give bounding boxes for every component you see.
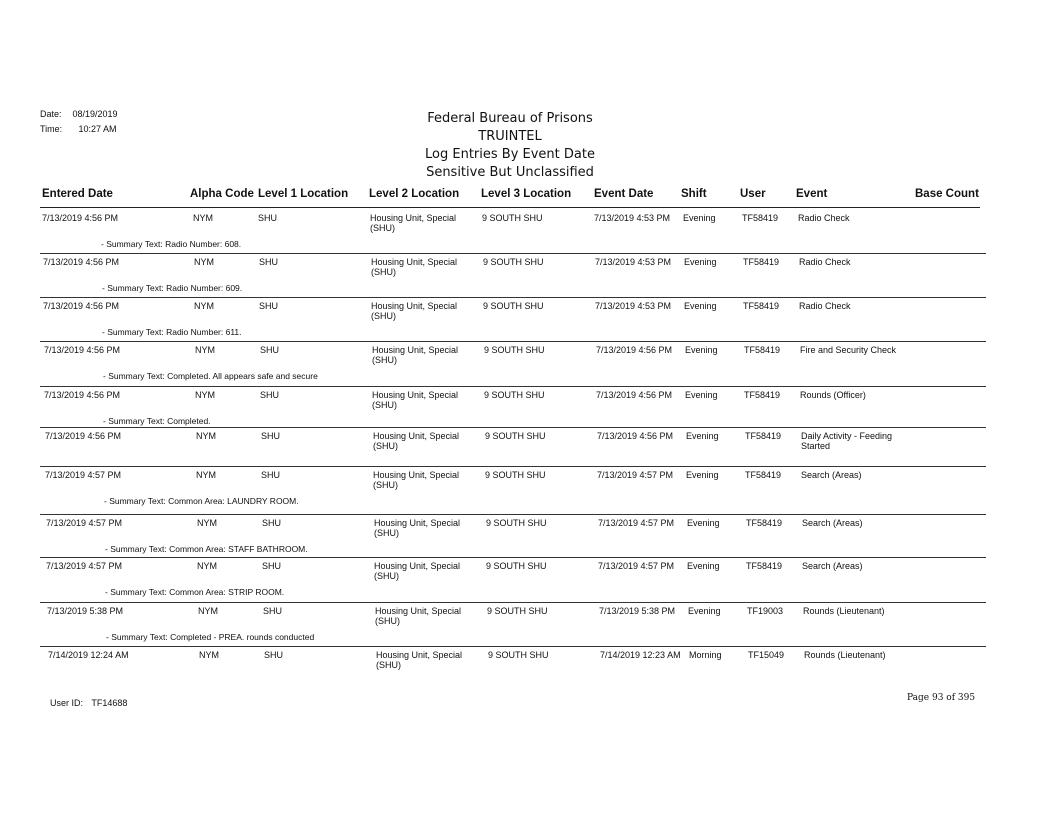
event-date-cell: 7/13/2019 4:57 PM bbox=[597, 470, 674, 480]
level1-cell: SHU bbox=[259, 257, 279, 267]
alpha-code-cell: NYM bbox=[196, 470, 216, 480]
level2-cell: Housing Unit, Special (SHU) bbox=[373, 431, 460, 451]
user-cell: TF58419 bbox=[746, 518, 783, 528]
table-row bbox=[0, 557, 1056, 602]
event-cell: Rounds (Lieutenant) bbox=[804, 650, 886, 660]
entered-date-cell: 7/13/2019 4:56 PM bbox=[44, 345, 121, 355]
level3-cell: 9 SOUTH SHU bbox=[485, 470, 546, 480]
user-cell: TF58419 bbox=[746, 561, 783, 571]
entered-date-cell: 7/13/2019 5:38 PM bbox=[47, 606, 124, 616]
entered-date-cell: 7/13/2019 4:56 PM bbox=[42, 213, 119, 223]
row-divider bbox=[40, 646, 986, 647]
event-date-cell: 7/13/2019 5:38 PM bbox=[599, 606, 676, 616]
shift-cell: Evening bbox=[686, 470, 719, 480]
row-divider bbox=[40, 297, 986, 298]
summary-text: - Summary Text: Common Area: STRIP ROOM. bbox=[105, 587, 285, 597]
shift-cell: Evening bbox=[683, 213, 716, 223]
user-cell: TF15049 bbox=[748, 650, 785, 660]
alpha-code-cell: NYM bbox=[194, 301, 214, 311]
level3-cell: 9 SOUTH SHU bbox=[485, 431, 546, 441]
level1-cell: SHU bbox=[261, 431, 281, 441]
level1-cell: SHU bbox=[261, 470, 281, 480]
level3-cell: 9 SOUTH SHU bbox=[484, 345, 545, 355]
user-cell: TF19003 bbox=[747, 606, 784, 616]
event-date-cell: 7/13/2019 4:57 PM bbox=[598, 518, 675, 528]
col-alpha-code: Alpha Code bbox=[190, 188, 254, 200]
summary-text: - Summary Text: Completed - PREA. rounds conducted bbox=[106, 632, 315, 642]
level1-cell: SHU bbox=[262, 518, 282, 528]
alpha-code-cell: NYM bbox=[196, 431, 216, 441]
report-titles bbox=[0, 110, 1020, 182]
event-cell: Radio Check bbox=[799, 301, 851, 311]
user-cell: TF58419 bbox=[743, 257, 780, 267]
shift-cell: Evening bbox=[686, 431, 719, 441]
report-title: Log Entries By Event Date bbox=[425, 147, 595, 162]
level2-cell: Housing Unit, Special (SHU) bbox=[376, 650, 463, 670]
user-cell: TF58419 bbox=[745, 431, 782, 441]
footer-user bbox=[50, 698, 127, 708]
user-cell: TF58419 bbox=[745, 470, 782, 480]
page-number: Page 93 of 395 bbox=[907, 693, 976, 703]
user-id-label: User ID: bbox=[50, 698, 84, 708]
summary-text: - Summary Text: Common Area: LAUNDRY ROOM. bbox=[104, 496, 299, 506]
user-cell: TF58419 bbox=[743, 301, 780, 311]
col-event-date: Event Date bbox=[594, 188, 654, 200]
entered-date-cell: 7/13/2019 4:57 PM bbox=[45, 470, 122, 480]
level2-cell: Housing Unit, Special (SHU) bbox=[373, 470, 460, 490]
level2-cell: Housing Unit, Special (SHU) bbox=[370, 213, 457, 233]
shift-cell: Evening bbox=[688, 606, 721, 616]
alpha-code-cell: NYM bbox=[195, 345, 215, 355]
level1-cell: SHU bbox=[264, 650, 284, 660]
table-row bbox=[0, 514, 1056, 557]
shift-cell: Evening bbox=[685, 345, 718, 355]
entered-date-cell: 7/13/2019 4:56 PM bbox=[43, 257, 120, 267]
entered-date-cell: 7/13/2019 4:56 PM bbox=[43, 301, 120, 311]
event-cell: Radio Check bbox=[798, 213, 850, 223]
table-row bbox=[0, 466, 1056, 514]
event-date-cell: 7/13/2019 4:56 PM bbox=[596, 345, 673, 355]
table-row bbox=[0, 427, 1056, 466]
table-row bbox=[0, 341, 1056, 386]
level2-cell: Housing Unit, Special (SHU) bbox=[372, 345, 459, 365]
row-divider bbox=[40, 253, 986, 254]
date-value: 08/19/2019 bbox=[72, 109, 118, 119]
level3-cell: 9 SOUTH SHU bbox=[484, 390, 545, 400]
event-cell: Search (Areas) bbox=[801, 470, 862, 480]
table-row bbox=[0, 386, 1056, 427]
col-entered-date: Entered Date bbox=[42, 188, 113, 200]
table-row bbox=[0, 209, 1056, 253]
event-cell: Fire and Security Check bbox=[800, 345, 897, 355]
summary-text: - Summary Text: Radio Number: 611. bbox=[102, 327, 242, 337]
header-divider bbox=[40, 207, 980, 208]
level3-cell: 9 SOUTH SHU bbox=[482, 213, 543, 223]
col-level1: Level 1 Location bbox=[258, 188, 349, 200]
time-label: Time: bbox=[40, 124, 63, 134]
event-cell: Search (Areas) bbox=[802, 518, 863, 528]
entered-date-cell: 7/13/2019 4:56 PM bbox=[44, 390, 121, 400]
col-level2: Level 2 Location bbox=[369, 188, 460, 200]
col-level3: Level 3 Location bbox=[481, 188, 572, 200]
log-table-body bbox=[0, 209, 1056, 686]
alpha-code-cell: NYM bbox=[193, 213, 213, 223]
shift-cell: Evening bbox=[685, 390, 718, 400]
user-id-value: TF14688 bbox=[91, 698, 128, 708]
row-divider bbox=[40, 602, 986, 603]
event-cell: Rounds (Lieutenant) bbox=[803, 606, 885, 616]
time-value: 10:27 AM bbox=[78, 124, 117, 134]
event-date-cell: 7/13/2019 4:57 PM bbox=[598, 561, 675, 571]
level1-cell: SHU bbox=[263, 606, 283, 616]
system-title: TRUINTEL bbox=[478, 129, 542, 144]
event-cell: Radio Check bbox=[799, 257, 851, 267]
summary-text: - Summary Text: Common Area: STAFF BATHROOM. bbox=[105, 544, 308, 554]
alpha-code-cell: NYM bbox=[197, 518, 217, 528]
summary-text: - Summary Text: Completed. All appears safe and secure bbox=[103, 371, 318, 381]
row-divider bbox=[40, 557, 986, 558]
shift-cell: Evening bbox=[687, 561, 720, 571]
level1-cell: SHU bbox=[260, 345, 280, 355]
event-date-cell: 7/13/2019 4:56 PM bbox=[597, 431, 674, 441]
entered-date-cell: 7/14/2019 12:24 AM bbox=[48, 650, 129, 660]
shift-cell: Morning bbox=[689, 650, 722, 660]
level3-cell: 9 SOUTH SHU bbox=[488, 650, 549, 660]
shift-cell: Evening bbox=[684, 301, 717, 311]
table-row bbox=[0, 602, 1056, 646]
alpha-code-cell: NYM bbox=[195, 390, 215, 400]
table-row bbox=[0, 253, 1056, 297]
event-date-cell: 7/14/2019 12:23 AM bbox=[600, 650, 681, 660]
level2-cell: Housing Unit, Special (SHU) bbox=[374, 518, 461, 538]
level1-cell: SHU bbox=[262, 561, 282, 571]
level3-cell: 9 SOUTH SHU bbox=[483, 301, 544, 311]
col-shift: Shift bbox=[681, 188, 707, 200]
col-event: Event bbox=[796, 188, 828, 200]
summary-text: - Summary Text: Completed. bbox=[103, 416, 211, 426]
row-divider bbox=[40, 341, 986, 342]
entered-date-cell: 7/13/2019 4:56 PM bbox=[45, 431, 122, 441]
row-divider bbox=[40, 514, 986, 515]
event-date-cell: 7/13/2019 4:53 PM bbox=[595, 301, 672, 311]
level3-cell: 9 SOUTH SHU bbox=[483, 257, 544, 267]
event-date-cell: 7/13/2019 4:56 PM bbox=[596, 390, 673, 400]
level3-cell: 9 SOUTH SHU bbox=[486, 518, 547, 528]
event-cell: Search (Areas) bbox=[802, 561, 863, 571]
row-divider bbox=[40, 427, 986, 428]
table-header bbox=[40, 186, 980, 208]
level2-cell: Housing Unit, Special (SHU) bbox=[375, 606, 462, 626]
user-cell: TF58419 bbox=[744, 390, 781, 400]
level3-cell: 9 SOUTH SHU bbox=[487, 606, 548, 616]
classification-title: Sensitive But Unclassified bbox=[426, 165, 594, 180]
shift-cell: Evening bbox=[687, 518, 720, 528]
alpha-code-cell: NYM bbox=[199, 650, 219, 660]
date-label: Date: bbox=[40, 109, 62, 119]
level2-cell: Housing Unit, Special (SHU) bbox=[371, 257, 458, 277]
event-date-cell: 7/13/2019 4:53 PM bbox=[594, 213, 671, 223]
user-cell: TF58419 bbox=[742, 213, 779, 223]
row-divider bbox=[40, 466, 986, 467]
level2-cell: Housing Unit, Special (SHU) bbox=[371, 301, 458, 321]
level2-cell: Housing Unit, Special (SHU) bbox=[372, 390, 459, 410]
level2-cell: Housing Unit, Special (SHU) bbox=[374, 561, 461, 581]
table-row bbox=[0, 646, 1056, 686]
level3-cell: 9 SOUTH SHU bbox=[486, 561, 547, 571]
table-row bbox=[0, 297, 1056, 341]
agency-title: Federal Bureau of Prisons bbox=[427, 111, 593, 126]
col-user: User bbox=[740, 188, 766, 200]
level1-cell: SHU bbox=[259, 301, 279, 311]
user-cell: TF58419 bbox=[744, 345, 781, 355]
event-cell: Daily Activity - Feeding Started bbox=[801, 431, 893, 451]
entered-date-cell: 7/13/2019 4:57 PM bbox=[46, 561, 123, 571]
shift-cell: Evening bbox=[684, 257, 717, 267]
col-base-count: Base Count bbox=[915, 188, 979, 200]
level1-cell: SHU bbox=[258, 213, 278, 223]
level1-cell: SHU bbox=[260, 390, 280, 400]
entered-date-cell: 7/13/2019 4:57 PM bbox=[46, 518, 123, 528]
summary-text: - Summary Text: Radio Number: 608. bbox=[101, 239, 242, 249]
event-cell: Rounds (Officer) bbox=[800, 390, 866, 400]
alpha-code-cell: NYM bbox=[197, 561, 217, 571]
alpha-code-cell: NYM bbox=[194, 257, 214, 267]
summary-text: - Summary Text: Radio Number: 609. bbox=[102, 283, 243, 293]
row-divider bbox=[40, 386, 986, 387]
event-date-cell: 7/13/2019 4:53 PM bbox=[595, 257, 672, 267]
alpha-code-cell: NYM bbox=[198, 606, 218, 616]
